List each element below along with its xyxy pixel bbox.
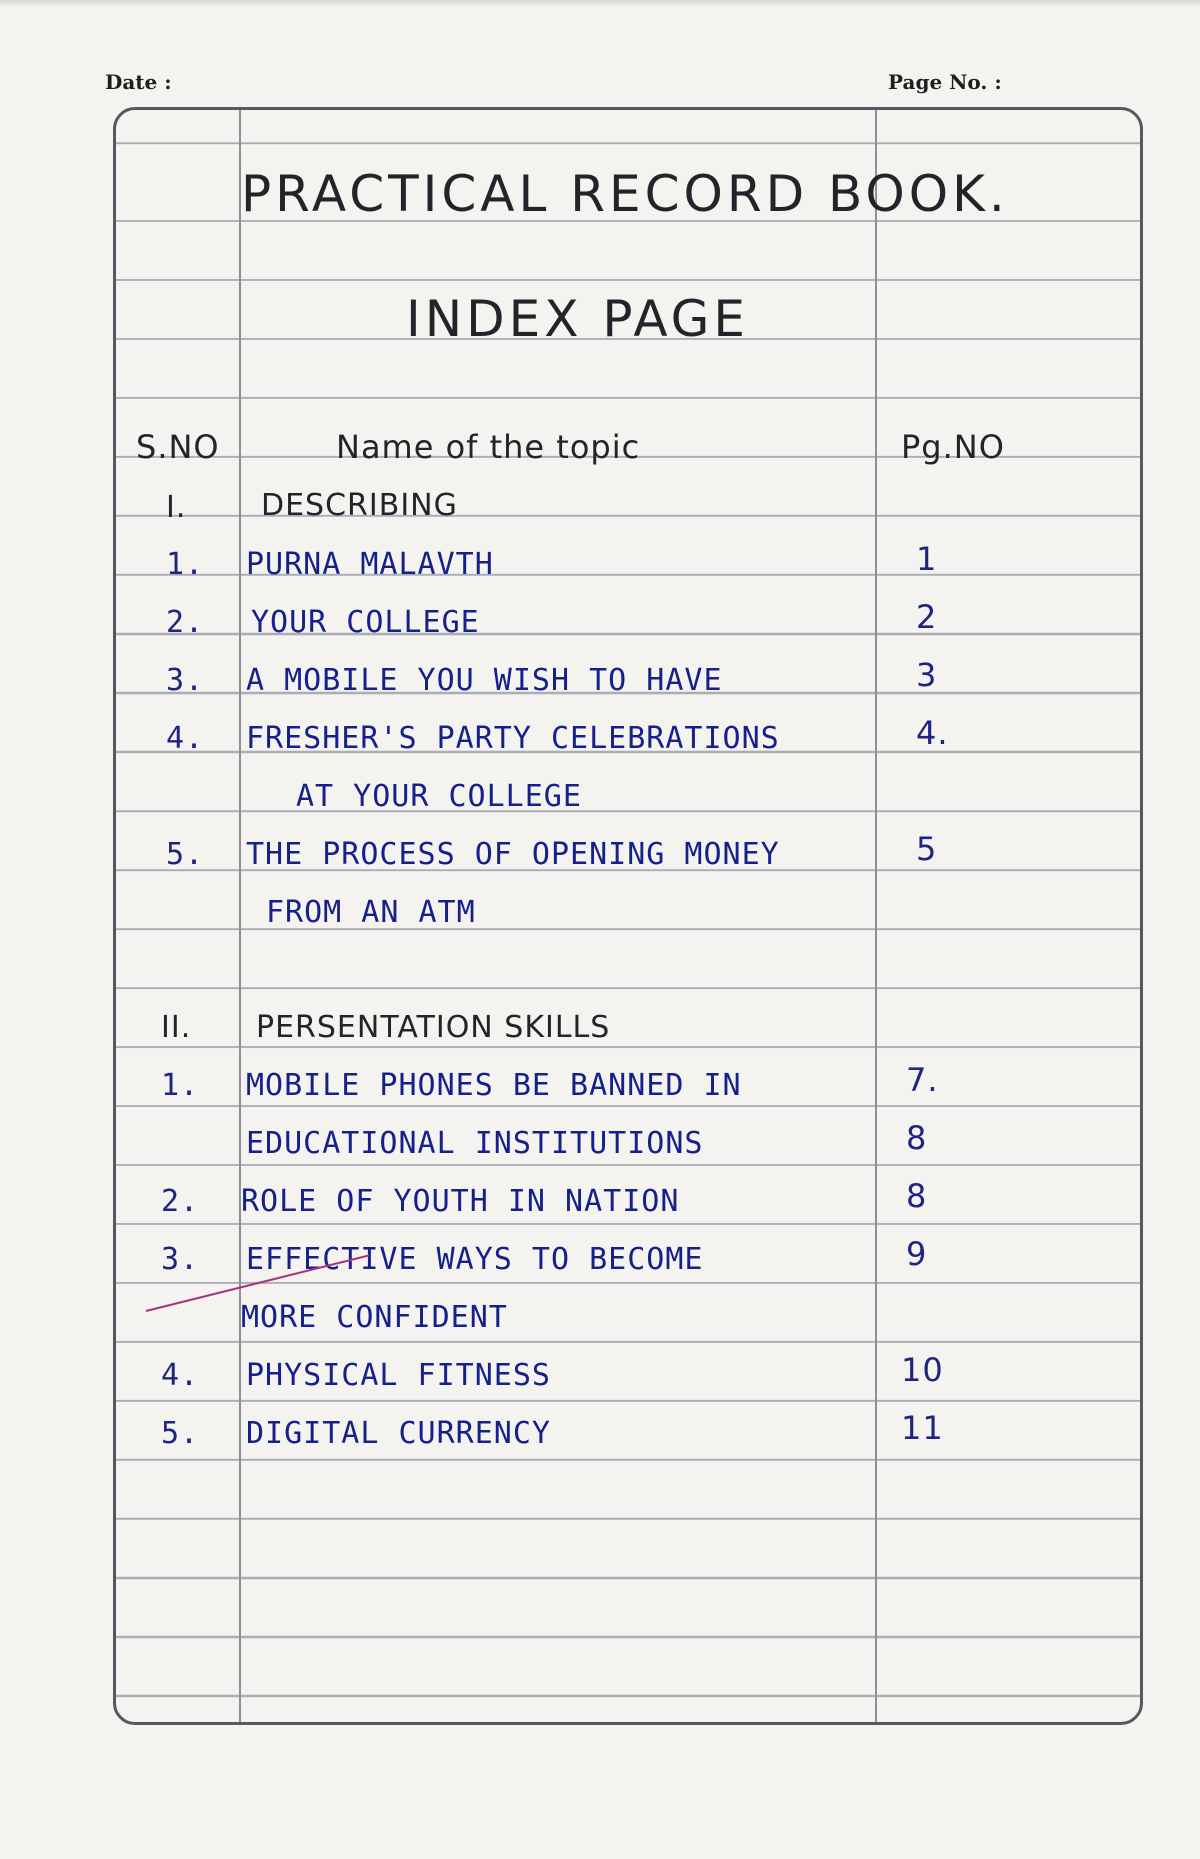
item-topic-continued: AT YOUR COLLEGE: [296, 779, 582, 814]
ruled-page-frame: [113, 107, 1143, 1725]
item-number: 1.: [166, 547, 205, 582]
right-margin-line: [875, 110, 877, 1722]
item-page: 10: [901, 1351, 944, 1389]
item-number: 3.: [166, 663, 205, 698]
section-numeral: I.: [166, 490, 187, 525]
left-margin-line: [239, 110, 241, 1722]
item-page: 2: [916, 598, 938, 636]
date-label: Date :: [105, 70, 172, 94]
item-page: 9: [906, 1235, 928, 1273]
item-page: 5: [916, 830, 938, 868]
item-topic: FRESHER'S PARTY CELEBRATIONS: [246, 721, 780, 756]
item-topic-continued: EDUCATIONAL INSTITUTIONS: [246, 1126, 704, 1161]
column-header-topic: Name of the topic: [336, 428, 641, 466]
item-topic: A MOBILE YOU WISH TO HAVE: [246, 663, 723, 698]
page-title: PRACTICAL RECORD BOOK.: [241, 165, 1009, 223]
item-page: 4.: [916, 714, 949, 752]
item-number: 2.: [166, 605, 205, 640]
item-topic: DIGITAL CURRENCY: [246, 1416, 551, 1451]
item-page: 7.: [906, 1061, 939, 1099]
item-topic: THE PROCESS OF OPENING MONEY: [246, 837, 780, 872]
section-numeral: II.: [161, 1010, 192, 1045]
item-topic: PURNA MALAVTH: [246, 547, 494, 582]
item-number: 2.: [161, 1184, 200, 1219]
page-top-edge: [0, 0, 1200, 8]
page-number-label: Page No. :: [888, 70, 1002, 94]
item-page: 11: [901, 1409, 944, 1447]
item-topic: YOUR COLLEGE: [251, 605, 480, 640]
item-number: 1.: [161, 1068, 200, 1103]
item-page: 8: [906, 1177, 928, 1215]
index-title: INDEX PAGE: [406, 290, 750, 348]
item-page-second: 8: [906, 1119, 928, 1157]
item-topic-continued: FROM AN ATM: [266, 895, 476, 930]
item-topic: ROLE OF YOUTH IN NATION: [241, 1184, 680, 1219]
item-number: 5.: [161, 1416, 200, 1451]
item-number: 3.: [161, 1242, 200, 1277]
section-heading: DESCRIBING: [261, 488, 458, 523]
item-topic: MOBILE PHONES BE BANNED IN: [246, 1068, 742, 1103]
item-topic: EFFECTIVE WAYS TO BECOME: [246, 1242, 704, 1277]
column-header-sno: S.NO: [136, 428, 220, 466]
item-number: 4.: [166, 721, 205, 756]
item-topic: PHYSICAL FITNESS: [246, 1358, 551, 1393]
section-heading: PERSENTATION SKILLS: [256, 1010, 611, 1045]
item-page: 3: [916, 656, 938, 694]
item-page: 1: [916, 540, 938, 578]
item-number: 5.: [166, 837, 205, 872]
item-topic-continued: MORE CONFIDENT: [241, 1300, 508, 1335]
column-header-page: Pg.NO: [901, 428, 1005, 466]
item-number: 4.: [161, 1358, 200, 1393]
